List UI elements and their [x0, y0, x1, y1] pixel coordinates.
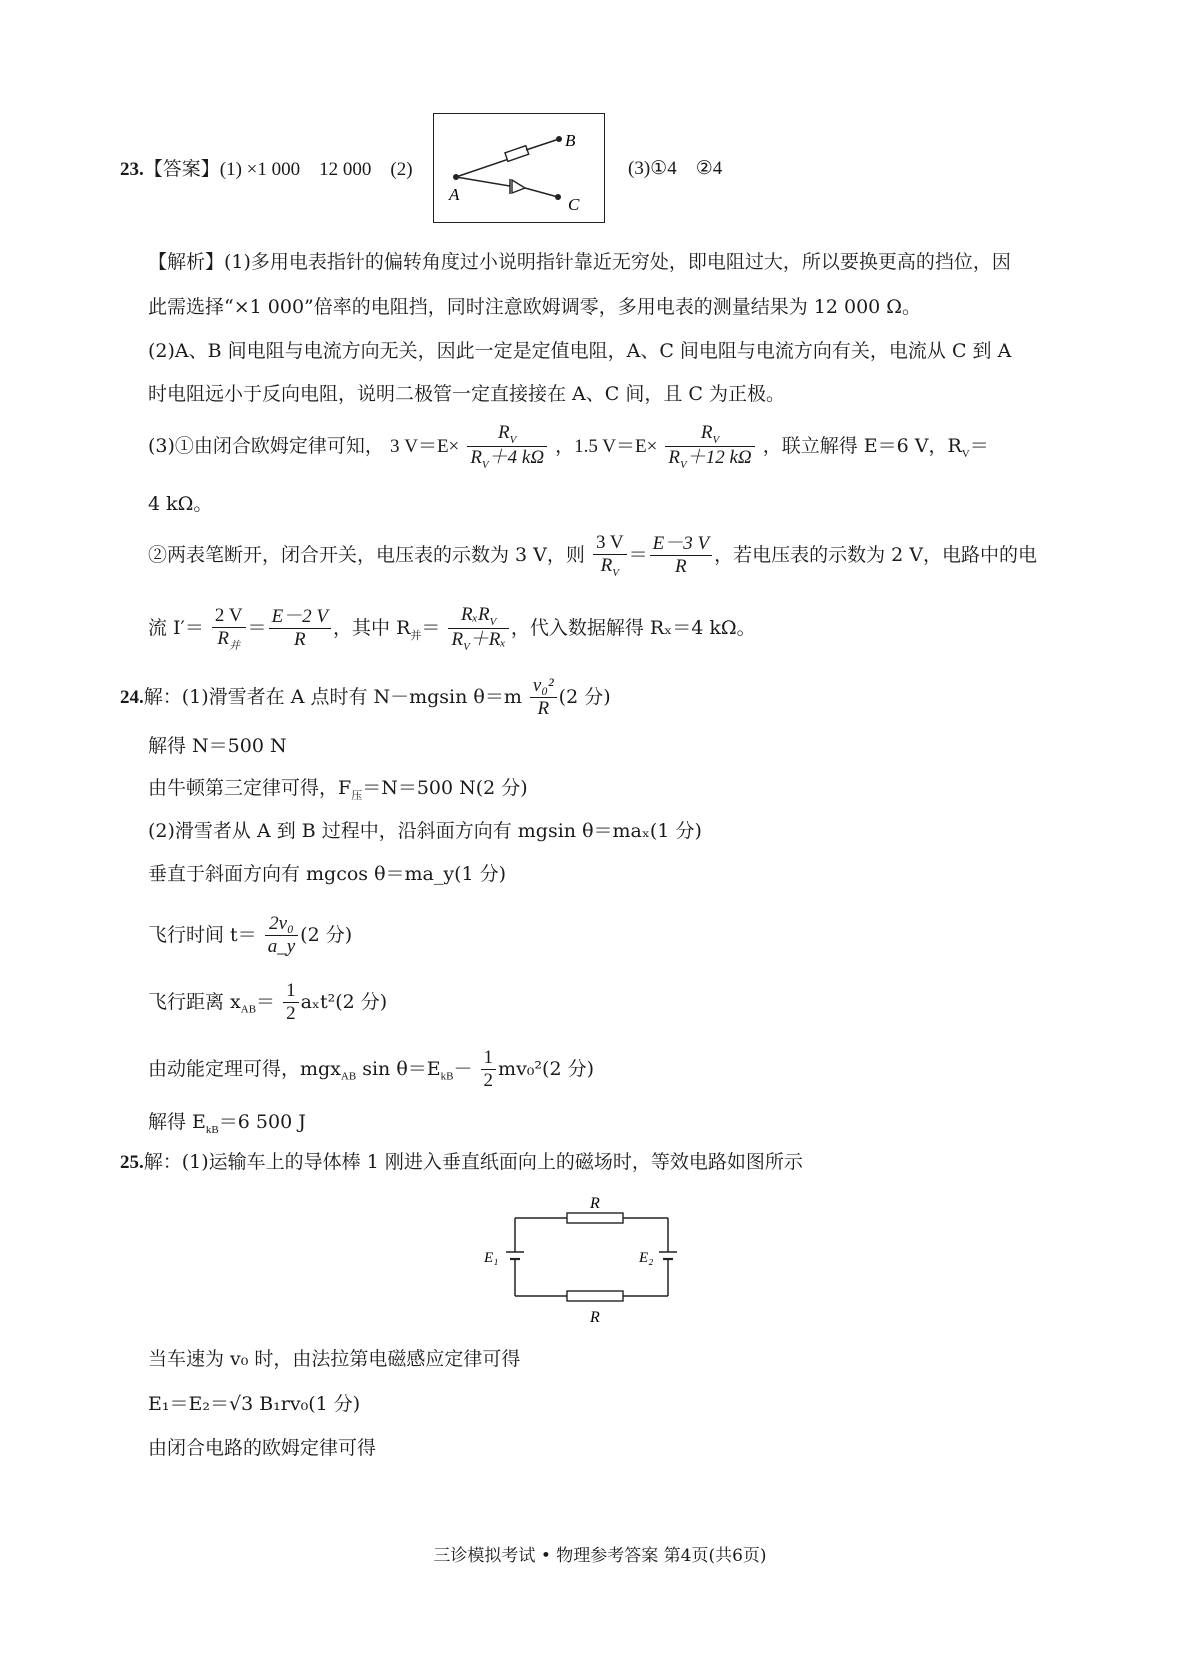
- q24-fraction-half: $\frac{1}{2}$: [283, 980, 299, 1026]
- label-r-bottom: R: [590, 1309, 600, 1326]
- q24-line3: 由牛顿第三定律可得，$F_压=N=500$ N(2 分): [148, 777, 528, 802]
- q25-line2: 当车速为 v₀ 时，由法拉第电磁感应定律可得: [148, 1348, 521, 1370]
- label-a: A: [449, 185, 460, 204]
- diode-symbol: [512, 180, 525, 193]
- q23-part3-line: (3)①由闭合欧姆定律可知， 3 V＝E× $\frac{R_V}{R_V+4 k\Omega}$ ，1.5 V＝E× $\frac{R_V}{R_V+12 k\Omega}$ ，联立解得 E＝6 V，$R_V=$: [148, 422, 989, 472]
- node-a-dot: [453, 174, 459, 180]
- q23-c-fraction2: $\frac{E-2 V}{R}$: [269, 606, 331, 652]
- q25-line4: 由闭合电路的欧姆定律可得: [148, 1437, 377, 1459]
- q23-answer-line: [120, 158, 413, 182]
- q23-analysis-line4: 时电阻远小于反向电阻，说明二极管一定直接接在 A、C 间，且 C 为正极。: [148, 383, 785, 405]
- q25-number: 25.: [120, 1152, 144, 1173]
- q23-c-fraction3: $\frac{R_xR_V}{R_V+R_x}$: [448, 604, 508, 654]
- q24-fraction-time: $\frac{\text{2v₀}}{a\_y}$: [265, 913, 298, 959]
- q24-line1: 24.解：(1)滑雪者在 A 点时有 N－mgsin θ＝m $\frac{\text{v₀²}}{R}$ (2 分): [120, 675, 611, 719]
- label-r-top: R: [590, 1195, 600, 1212]
- q23-part3-intro: (3)①由闭合欧姆定律可知，: [148, 435, 384, 458]
- q23-current-result: ，代入数据解得 Rₓ＝4 kΩ。: [510, 617, 756, 640]
- q25-line1: 25.解：(1)运输车上的导体棒 1 刚进入垂直纸面向上的磁场时，等效电路如图所示: [120, 1151, 803, 1173]
- q23-part3b-intro: ②两表笔断开，闭合开关，电压表的示数为 3 V，则: [148, 543, 585, 566]
- q23-eq1-lhs: 3 V＝E×: [389, 436, 460, 458]
- q24-line9: 解得 $E_{kB}=6$ 500 J: [148, 1111, 306, 1136]
- q25-line3: E₁＝E₂＝√3 B₁rv₀(1 分): [148, 1393, 361, 1415]
- q23-b-fraction2: $\frac{E-3 V}{R}$: [650, 533, 712, 579]
- node-c-dot: [555, 194, 561, 200]
- q24-line8: 由动能定理可得，mgx$_{AB}$ $\sin \theta=E_{kB}-$ $\frac{1}{2}$ mv₀²(2 分): [148, 1047, 594, 1091]
- q23-circuit-diagram: [434, 114, 604, 222]
- label-b: B: [565, 131, 576, 150]
- resistor-symbol: [505, 146, 529, 162]
- q24-line6: 飞行时间 t＝ $\frac{\text{2v₀}}{a\_y}$ (2 分): [148, 913, 353, 957]
- q23-eq2-lhs: ，1.5 V＝E×: [555, 436, 658, 458]
- q24-line5: 垂直于斜面方向有 mgcos θ＝ma_y(1 分): [148, 863, 507, 885]
- q23-c-fraction1: $\frac{2 V}{R_并}$: [212, 605, 246, 653]
- q23-analysis-tag: 【解析】: [148, 251, 225, 273]
- q23-answer-part1: (1) ×1 000 12 000 (2): [219, 159, 413, 180]
- label-e2: E₂: [639, 1250, 654, 1266]
- q23-eq2-fraction: $\frac{R_V}{R_V+12 k\Omega}$: [665, 422, 754, 472]
- q23-number: 23.: [120, 159, 144, 180]
- q23-b-fraction1: $\frac{3 V}{R_V}$: [593, 532, 627, 580]
- node-b-dot: [556, 136, 562, 142]
- q23-eq1-fraction: $\frac{R_V}{R_V+4 k\Omega}$: [467, 422, 547, 472]
- q23-part3-result: ，联立解得 E＝6 V，R: [762, 435, 962, 458]
- q24-line2: 解得 N＝500 N: [148, 735, 287, 757]
- q24-number: 24.: [120, 686, 144, 708]
- q23-current-intro: 流 I′＝: [148, 617, 204, 640]
- q23-part3-line2: 4 kΩ。: [148, 493, 213, 515]
- q24-fraction-half-2: $\frac{1}{2}$: [481, 1047, 497, 1093]
- q23-answer-part2: (3)①4 ②4: [628, 158, 723, 179]
- q25-equivalent-circuit: [480, 1188, 710, 1328]
- resistor-bottom: [567, 1291, 623, 1301]
- q24-line4: (2)滑雪者从 A 到 B 过程中，沿斜面方向有 mgsin θ＝maₓ(1 分): [148, 820, 702, 842]
- page-footer: 三诊模拟考试 • 物理参考答案 第4页(共6页): [433, 1546, 767, 1566]
- q23-analysis-line3: (2)A、B 间电阻与电流方向无关，因此一定是定值电阻，A、C 间电阻与电流方向有关，电流从 C 到 A: [148, 340, 1012, 362]
- q24-line7: 飞行距离 $x_{AB}=$ $\frac{1}{2}$ aₓt²(2 分): [148, 980, 388, 1024]
- q23-analysis-line2: 此需选择“×1 000”倍率的电阻挡，同时注意欧姆调零，多用电表的测量结果为 12 000 Ω。: [148, 296, 922, 318]
- q23-part3b-tail: ，若电压表的示数为 2 V，电路中的电: [714, 543, 1037, 566]
- resistor-top: [567, 1213, 623, 1223]
- q23-analysis-text1: (1)多用电表指针的偏转角度过小说明指针靠近无穷处，即电阻过大，所以要换更高的挡位，因: [224, 251, 1011, 273]
- label-c: C: [568, 195, 580, 214]
- q23-current-mid: ，其中 R: [333, 617, 411, 640]
- label-e1: E₁: [484, 1250, 499, 1266]
- q23-current-line: 流 I′＝ $\frac{2 V}{R_并}$ ＝ $\frac{E-2 V}{R}$ ，其中 $R_并=$ $\frac{R_xR_V}{R_V+R_x}$ ，代入数据解得 Rₓ＝4 kΩ。: [148, 604, 756, 654]
- q24-fraction-v0sq-over-r: $\frac{\text{v₀²}}{R}$: [530, 675, 557, 721]
- q23-part3b-line: ②两表笔断开，闭合开关，电压表的示数为 3 V，则 $\frac{3 V}{R_V}$ ＝ $\frac{E-3 V}{R}$ ，若电压表的示数为 2 V，电路中的电: [148, 532, 1037, 579]
- q23-answer-tag: 【答案】: [143, 158, 220, 180]
- q23-diagram-box: [433, 113, 605, 223]
- q23-analysis-line1: [148, 251, 1011, 274]
